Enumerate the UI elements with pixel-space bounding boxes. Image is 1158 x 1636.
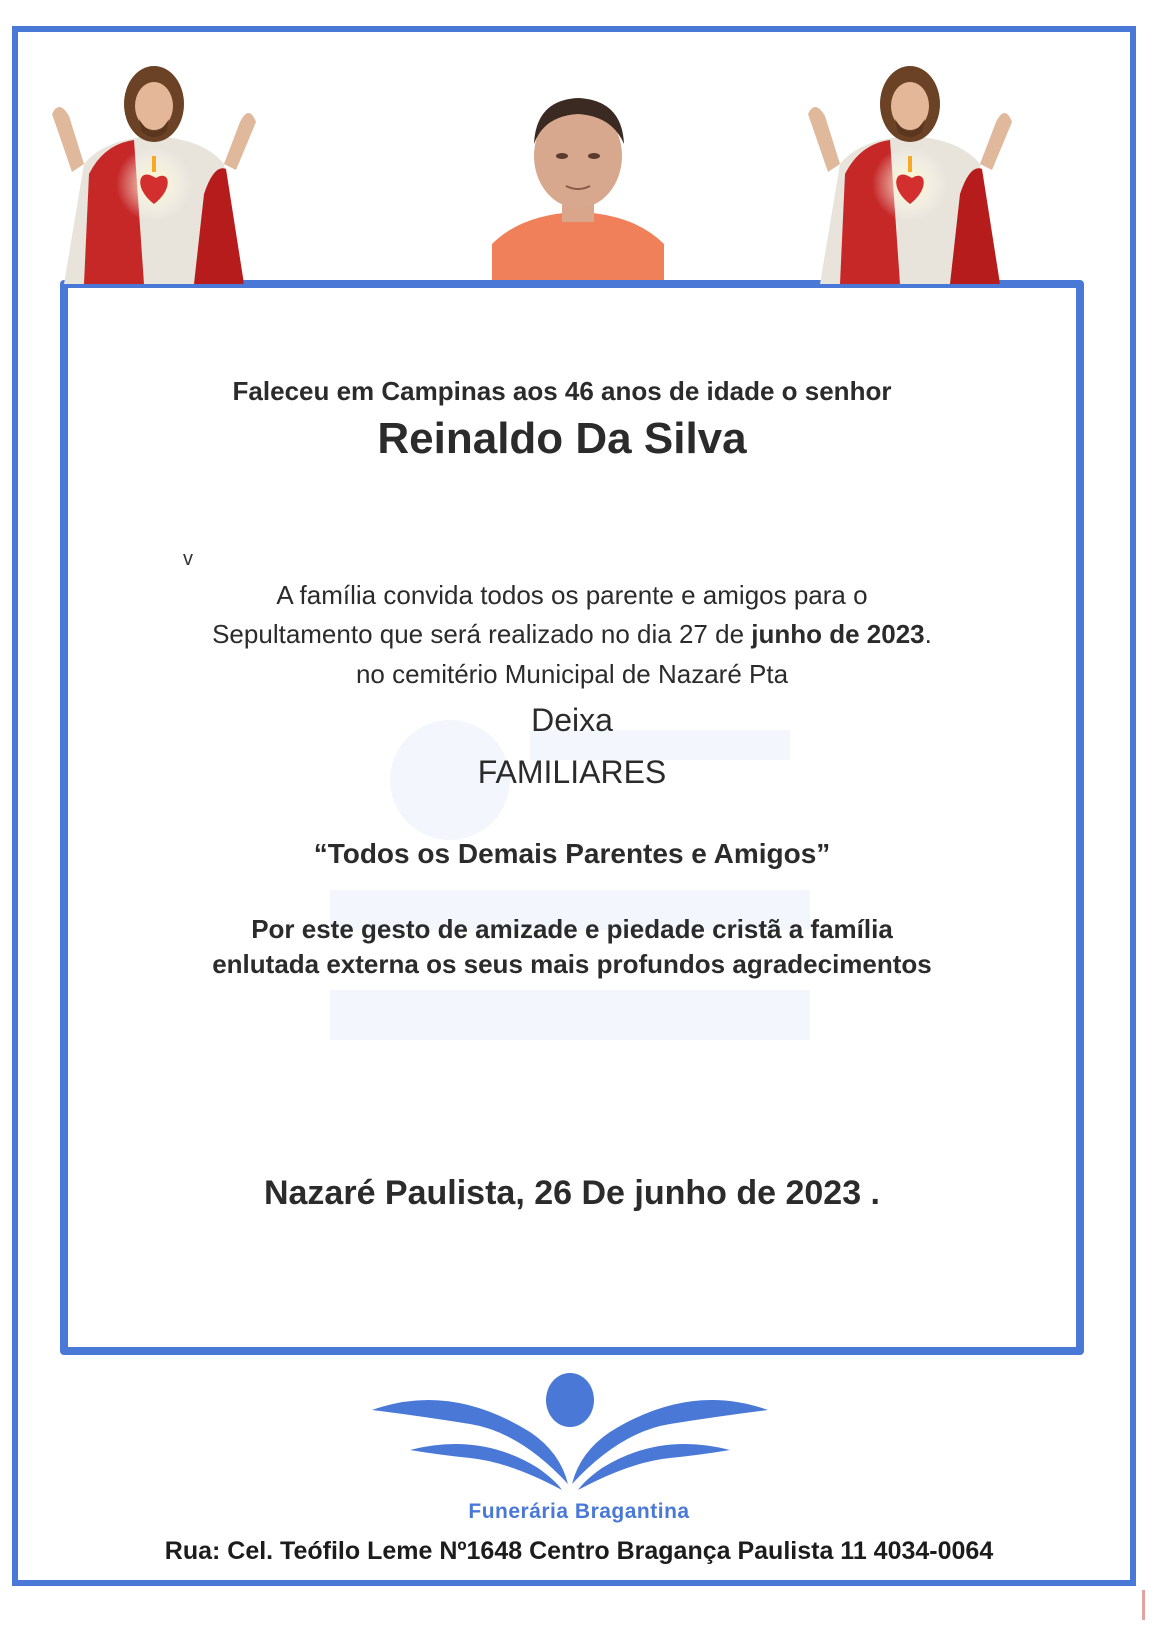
watermark-seal-icon xyxy=(330,690,810,1090)
thanks-line-2: enlutada externa os seus mais profundos agradecimentos xyxy=(212,949,932,979)
leaves-label: Deixa xyxy=(531,702,613,738)
invitation-line-2 xyxy=(60,619,1084,650)
scan-edge-mark xyxy=(1142,1590,1145,1620)
thanks-line-1: Por este gesto de amizade e piedade cristã a família xyxy=(251,914,893,944)
cemetery-line: no cemitério Municipal de Nazaré Pta xyxy=(355,659,789,689)
sacred-heart-jesus-icon xyxy=(44,44,264,284)
family-label: FAMILIARES xyxy=(477,754,667,790)
stray-mark: v xyxy=(183,548,193,570)
deceased-portrait xyxy=(492,94,664,280)
death-announcement: Faleceu em Campinas aos 46 anos de idade o senhor xyxy=(232,376,892,406)
deceased-name: Reinaldo Da Silva xyxy=(377,414,747,463)
burial-date-text: Sepultamento que será realizado no dia 27 de xyxy=(212,619,752,649)
sacred-heart-jesus-icon xyxy=(800,44,1020,284)
burial-date-end: . xyxy=(924,619,932,649)
funeral-home-logo-icon xyxy=(370,1372,770,1492)
funeral-home-name: Funerária Bragantina xyxy=(468,1500,690,1523)
invitation-line-1: A família convida todos os parente e amigos para o xyxy=(276,580,868,610)
funeral-home-address: Rua: Cel. Teófilo Leme Nº1648 Centro Bragança Paulista 11 4034-0064 xyxy=(164,1537,994,1565)
relatives-quote: “Todos os Demais Parentes e Amigos” xyxy=(313,838,831,869)
place-date: Nazaré Paulista, 26 De junho de 2023 . xyxy=(263,1174,881,1212)
burial-month-year: junho de 2023 xyxy=(751,619,925,649)
